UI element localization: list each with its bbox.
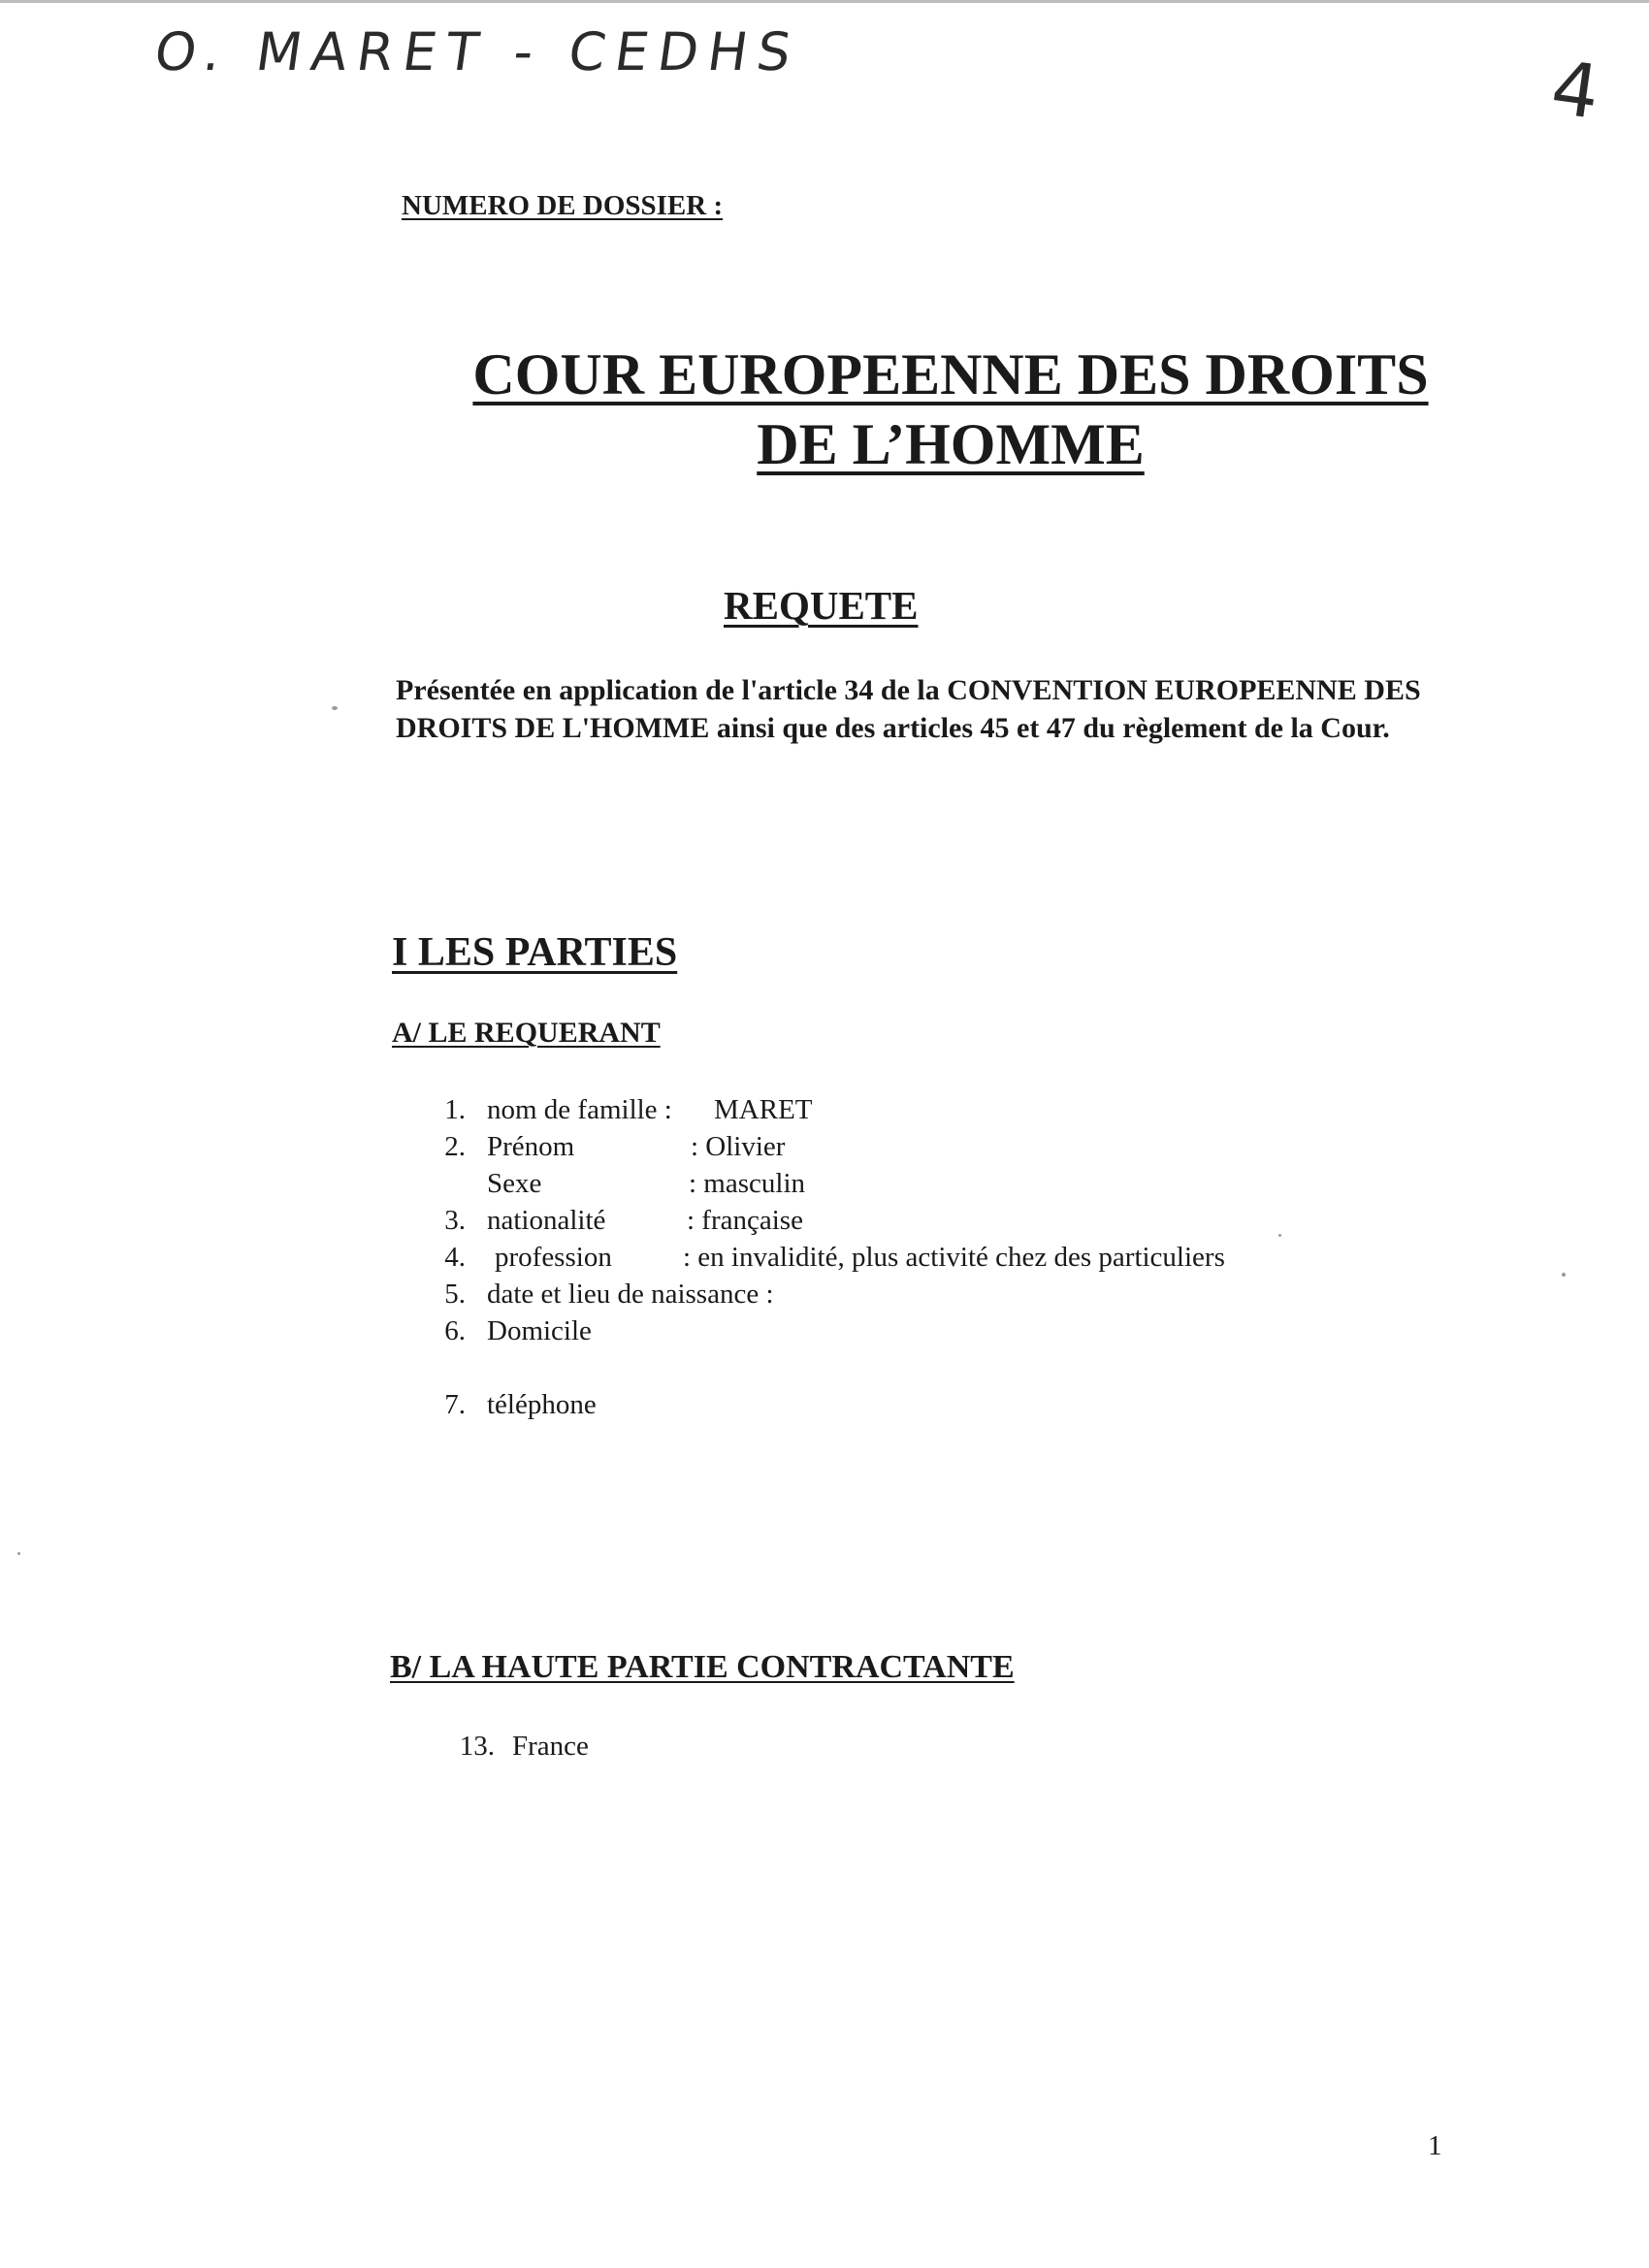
item-label: Domicile [487, 1315, 592, 1346]
item-number: 5. [444, 1279, 466, 1310]
court-title-line-2: DE L’HOMME [757, 412, 1145, 476]
item-number: 13. [459, 1731, 495, 1762]
scan-speck [17, 1552, 20, 1555]
item-number: 3. [444, 1205, 466, 1236]
scan-speck [1562, 1273, 1566, 1277]
item-number: 4. [444, 1242, 466, 1273]
page-number: 1 [1428, 2130, 1442, 2161]
court-title [388, 340, 1513, 479]
item-value: MARET [714, 1094, 813, 1125]
haute-partie-heading: B/ LA HAUTE PARTIE CONTRACTANTE [390, 1649, 1015, 1685]
item-number: 7. [444, 1389, 466, 1420]
item-value: : française [687, 1205, 803, 1236]
item-value: : masculin [689, 1168, 806, 1199]
item-number: 2. [444, 1131, 466, 1162]
item-label: profession [495, 1242, 612, 1273]
scan-speck [1278, 1234, 1281, 1237]
item-label: nationalité [487, 1205, 606, 1236]
requete-introduction: Présentée en application de l'article 34 de la CONVENTION EUROPEENNE DES DROITS DE L'HOMME ainsi que des articles 45 et 47 du règlement de la Cour. [396, 674, 1421, 744]
handwritten-page-mark: 4 [1546, 44, 1605, 136]
item-label: nom de famille : [487, 1094, 672, 1125]
item-value: : Olivier [691, 1131, 786, 1162]
scan-top-edge [0, 0, 1649, 3]
item-label: Sexe [487, 1168, 542, 1199]
parties-heading: I LES PARTIES [392, 930, 678, 975]
dossier-number-label: NUMERO DE DOSSIER : [402, 190, 724, 221]
scan-speck [332, 706, 338, 710]
handwritten-annotation: O. MARET - CEDHS [150, 21, 805, 82]
requerant-heading: A/ LE REQUERANT [392, 1017, 661, 1049]
item-number: 6. [444, 1315, 466, 1346]
item-label: téléphone [487, 1389, 597, 1420]
item-value: : en invalidité, plus activité chez des particuliers [683, 1242, 1225, 1273]
item-number: 1. [444, 1094, 466, 1125]
item-label: Prénom [487, 1131, 575, 1162]
requete-heading: REQUETE [724, 583, 919, 628]
court-title-line-1: COUR EUROPEENNE DES DROITS [472, 342, 1429, 406]
item-label: France [512, 1731, 589, 1762]
item-label: date et lieu de naissance : [487, 1279, 774, 1310]
